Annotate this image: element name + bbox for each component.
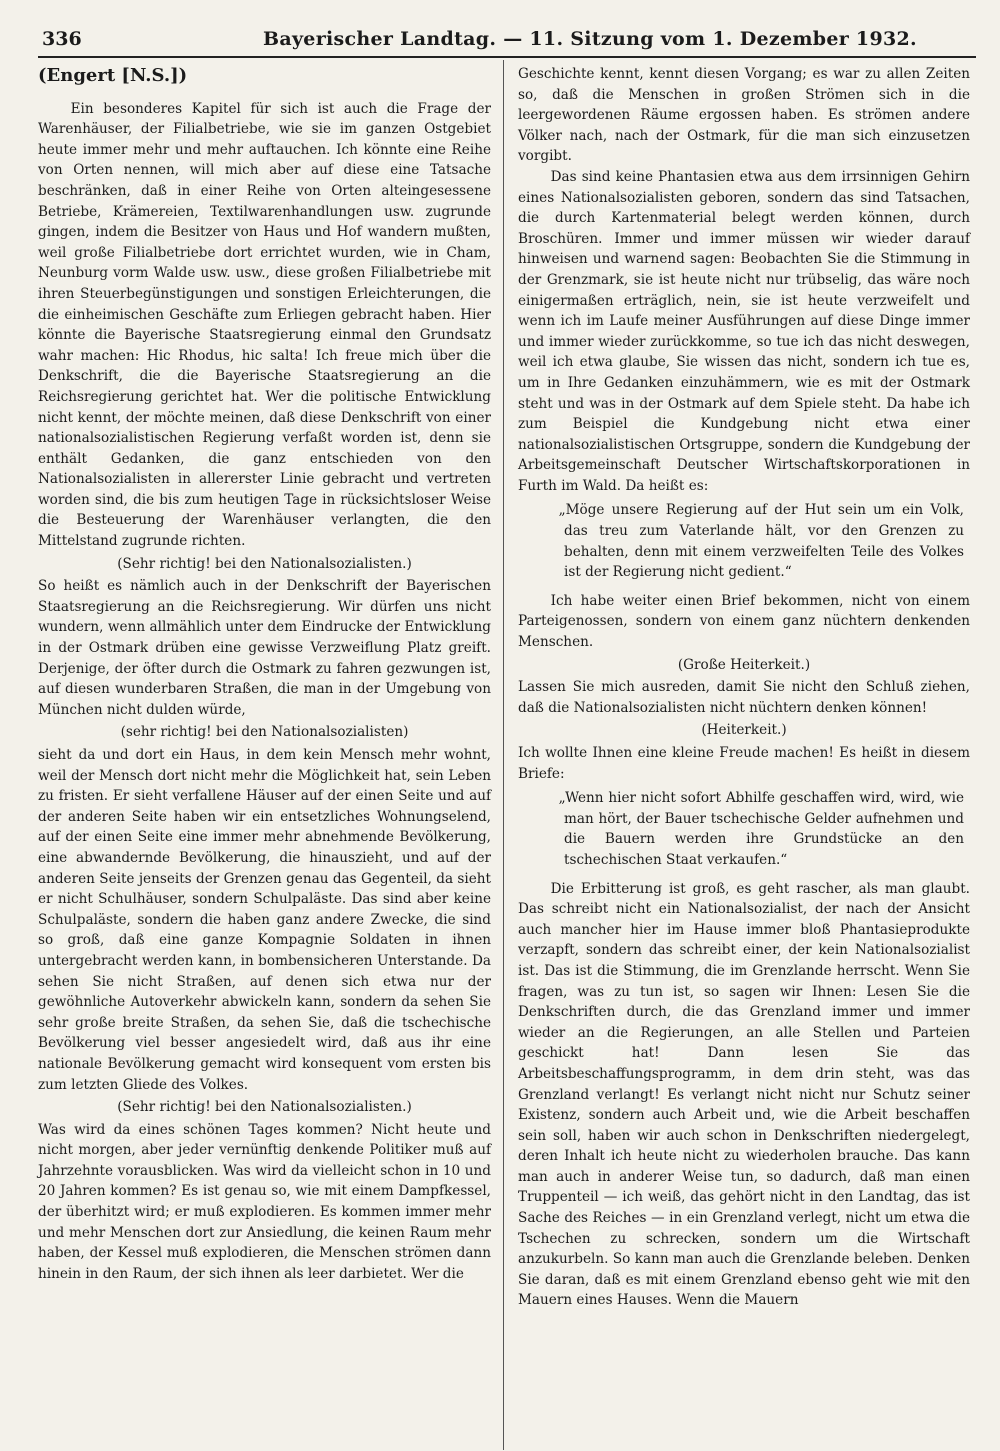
paragraph: Ich wollte Ihnen eine kleine Freude machen! Es heißt in diesem Briefe: <box>518 745 970 782</box>
interjection: (Heiterkeit.) <box>701 722 787 739</box>
paragraph: Ein besonderes Kapitel für sich ist auch die Frage der Warenhäuser, der Filialbetriebe, wie sie im ganzen Ostgebiet heute immer mehr und mehr auftauchen. Ich könnte eine Reihe von Orten nennen, will mich aber auf diese eine Tatsache beschränken, daß in einer Reihe von Orten alteingesessene Betriebe, Krämereien, Textilwarenhandlungen usw. zugrunde gingen, indem die Besitzer von Haus und Hof wandern mußten, weil große Filialbetriebe dort errichtet wurden, wie in Cham, Neunburg vorm Walde usw. usw., diese großen Filialbetriebe mit ihren Steuerbegünstigungen und sonstigen Erleichterungen, die die einheimischen Geschäfte zum Erliegen gebracht haben. Hier könnte die Bayerische Staatsregierung einmal den Grundsatz wahr machen: Hic Rhodus, hic salta! Ich freue mich über die Denkschrift, die die Bayerische Staatsregierung an die Reichsregierung gerichtet hat. Wer die politische Entwicklung nicht kennt, der möchte meinen, daß diese Denkschrift von einer nationalsozialistischen Regierung verfaßt worden ist, denn sie enthält Gedanken, die ganz entschieden von den Nationalsozialisten in allererster Linie gebracht und vertreten worden sind, die bis zum heutigen Tage in rücksichtsloser Weise die Besteuerung der Warenhäuser verlangten, die den Mittelstand zugrunde richten. <box>38 100 491 550</box>
running-head: Bayerischer Landtag. — 11. Sitzung vom 1. Dezember 1932. <box>263 28 917 50</box>
quotation: „Wenn hier nicht sofort Abhilfe geschaffen wird, wird, wie man hört, der Bauer tschechische Gelder aufnehmen und die Bauern werden ihre Grundstücke an den tschechischen Staat verkaufen.“ <box>558 790 964 868</box>
interjection: (sehr richtig! bei den Nationalsozialisten) <box>120 724 409 741</box>
left-column <box>38 60 504 1450</box>
text-columns <box>38 60 976 1450</box>
paragraph: Das sind keine Phantasien etwa aus dem irrsinnigen Gehirn eines Nationalsozialisten geboren, sondern das sind Tatsachen, die durch Kartenmaterial belegt werden können, durch Broschüren. Immer und immer müssen wir wieder darauf hinweisen und warnend sagen: Beobachten Sie die Stimmung in der Grenzmark, sie ist heute nicht nur trübselig, das wäre noch einigermaßen erträglich, nein, sie ist heute verzweifelt und wenn ich im Laufe meiner Ausführungen auf diese Dinge immer und immer wieder zurückkomme, so tue ich das nicht deswegen, weil ich etwa glaube, Sie wissen das nicht, sondern ich tue es, um in Ihre Gedanken einzuhämmern, wie es mit der Ostmark steht und was in der Ostmark auf dem Spiele steht. Da habe ich zum Beispiel die Kundgebung nicht etwa einer nationalsozialistischen Ortsgruppe, sondern die Kundgebung der Arbeitsgemeinschaft Deutscher Wirtschaftskorporationen in Furth im Wald. Da heißt es: <box>518 168 970 494</box>
speaker-label: (Engert [N.S.]) <box>38 65 188 86</box>
page-number: 336 <box>42 28 82 50</box>
paragraph: sieht da und dort ein Haus, in dem kein Mensch mehr wohnt, weil der Mensch dort nicht mehr die Möglichkeit hat, sein Leben zu fristen. Er sieht verfallene Häuser auf der einen Seite und auf der anderen Seite haben wir ein entsetzliches Wohnungselend, auf der einen Seite eine immer mehr abnehmende Bevölkerung, eine abwandernde Bevölkerung, die hinauszieht, und auf der anderen Seite jenseits der Grenzen genau das Gegenteil, da sieht er nicht Schulhäuser, sondern Schulpaläste. Das sind aber keine Schulpaläste, sondern die haben ganz andere Zwecke, die sind so groß, daß eine ganze Kompagnie Soldaten in ihnen untergebracht werden kann, in bombensicheren Unterstande. Da sehen Sie nicht Straßen, auf denen sich etwa nur der gewöhnliche Autoverkehr abwickeln kann, sondern da sehen Sie sehr große breite Straßen, da sehen Sie, daß die tschechische Bevölkerung viel besser angesiedelt wird, daß aus ihr eine nationale Bevölkerung gemacht wird konsequent vom ersten bis zum letzten Gliede des Volkes. <box>38 747 491 1093</box>
paragraph: Was wird da eines schönen Tages kommen? Nicht heute und nicht morgen, aber jeder vernünftig denkende Politiker muß auf Jahrzehnte vorausblicken. Was wird da vielleicht schon in 10 und 20 Jahren kommen? Es ist genau so, wie mit einem Dampfkessel, der überhitzt wird; er muß explodieren. Es kommen immer mehr und mehr Menschen dort zur Ansiedlung, die keinen Raum mehr haben, der Kessel muß explodieren, die Menschen strömen dann hinein in den Raum, der sich ihnen als leer darbietet. Wer die <box>38 1121 491 1282</box>
paragraph: Lassen Sie mich ausreden, damit Sie nicht den Schluß ziehen, daß die Nationalsozialisten nicht nüchtern denken können! <box>518 679 970 716</box>
page-header <box>38 26 976 60</box>
right-column <box>504 60 970 1450</box>
quotation: „Möge unsere Regierung auf der Hut sein um ein Volk, das treu zum Vaterlande hält, vor den Grenzen zu behalten, denn mit einem verzweifelten Teile des Volkes ist der Regierung nicht gedient.“ <box>558 502 964 581</box>
header-rule <box>38 56 976 58</box>
paragraph: So heißt es nämlich auch in der Denkschrift der Bayerischen Staatsregierung an die Reichsregierung. Wir dürfen uns nicht wundern, wenn allmählich unter dem Eindrucke der Entwicklung in der Ostmark drüben eine gewisse Verzweiflung Platz greift. Derjenige, der öfter durch die Ostmark zu fahren gezwungen ist, auf diesen wunderbaren Straßen, die man in der Umgebung von München nicht dulden würde, <box>38 578 491 718</box>
paragraph: Die Erbitterung ist groß, es geht rascher, als man glaubt. Das schreibt nicht ein Nationalsozialist, der nach der Ansicht auch mancher hier im Hause immer bloß Phantasieprodukte verzapft, sondern das schreibt einer, der kein Nationalsozialist ist. Das ist die Stimmung, die im Grenzlande herrscht. Wenn Sie fragen, was zu tun ist, so sagen wir Ihnen: Lesen Sie die Denkschriften durch, die das Grenzland immer und immer wieder an die Regierungen, an alle Stellen und Parteien geschickt hat! Dann lesen Sie das Arbeitsbeschaffungsprogramm, in dem drin steht, was das Grenzland verlangt! Es verlangt nicht nicht nur Schutz seiner Existenz, sondern auch Arbeit und, wie die Arbeit beschaffen sein soll, haben wir auch schon in Denkschriften niedergelegt, deren Inhalt ich heute nicht zu wiederholen brauche. Das kann man auch in anderer Weise tun, so dadurch, daß man einen Truppenteil — ich weiß, das gehört nicht in den Landtag, das ist Sache des Reiches — in ein Grenzland verlegt, nicht um etwa die Tschechen zu schrecken, sondern um die Wirtschaft anzukurbeln. So kann man auch die Grenzlande beleben. Denken Sie daran, daß es mit einem Grenzland ebenso geht wie mit den Mauern eines Hauses. Wenn die Mauern <box>518 880 970 1309</box>
paragraph: Geschichte kennt, kennt diesen Vorgang; es war zu allen Zeiten so, daß die Menschen in großen Strömen sich in die leergewordenen Räume ergossen haben. Es strömen andere Völker nach, nach der Ostmark, für die man sich einzusetzen vorgibt. <box>518 66 970 165</box>
interjection: (Sehr richtig! bei den Nationalsozialisten.) <box>117 555 412 572</box>
interjection: (Große Heiterkeit.) <box>677 656 811 673</box>
paragraph: Ich habe weiter einen Brief bekommen, nicht von einem Parteigenossen, sondern von einem ganz nüchtern denkenden Menschen. <box>518 592 970 651</box>
interjection: (Sehr richtig! bei den Nationalsozialisten.) <box>117 1099 412 1116</box>
